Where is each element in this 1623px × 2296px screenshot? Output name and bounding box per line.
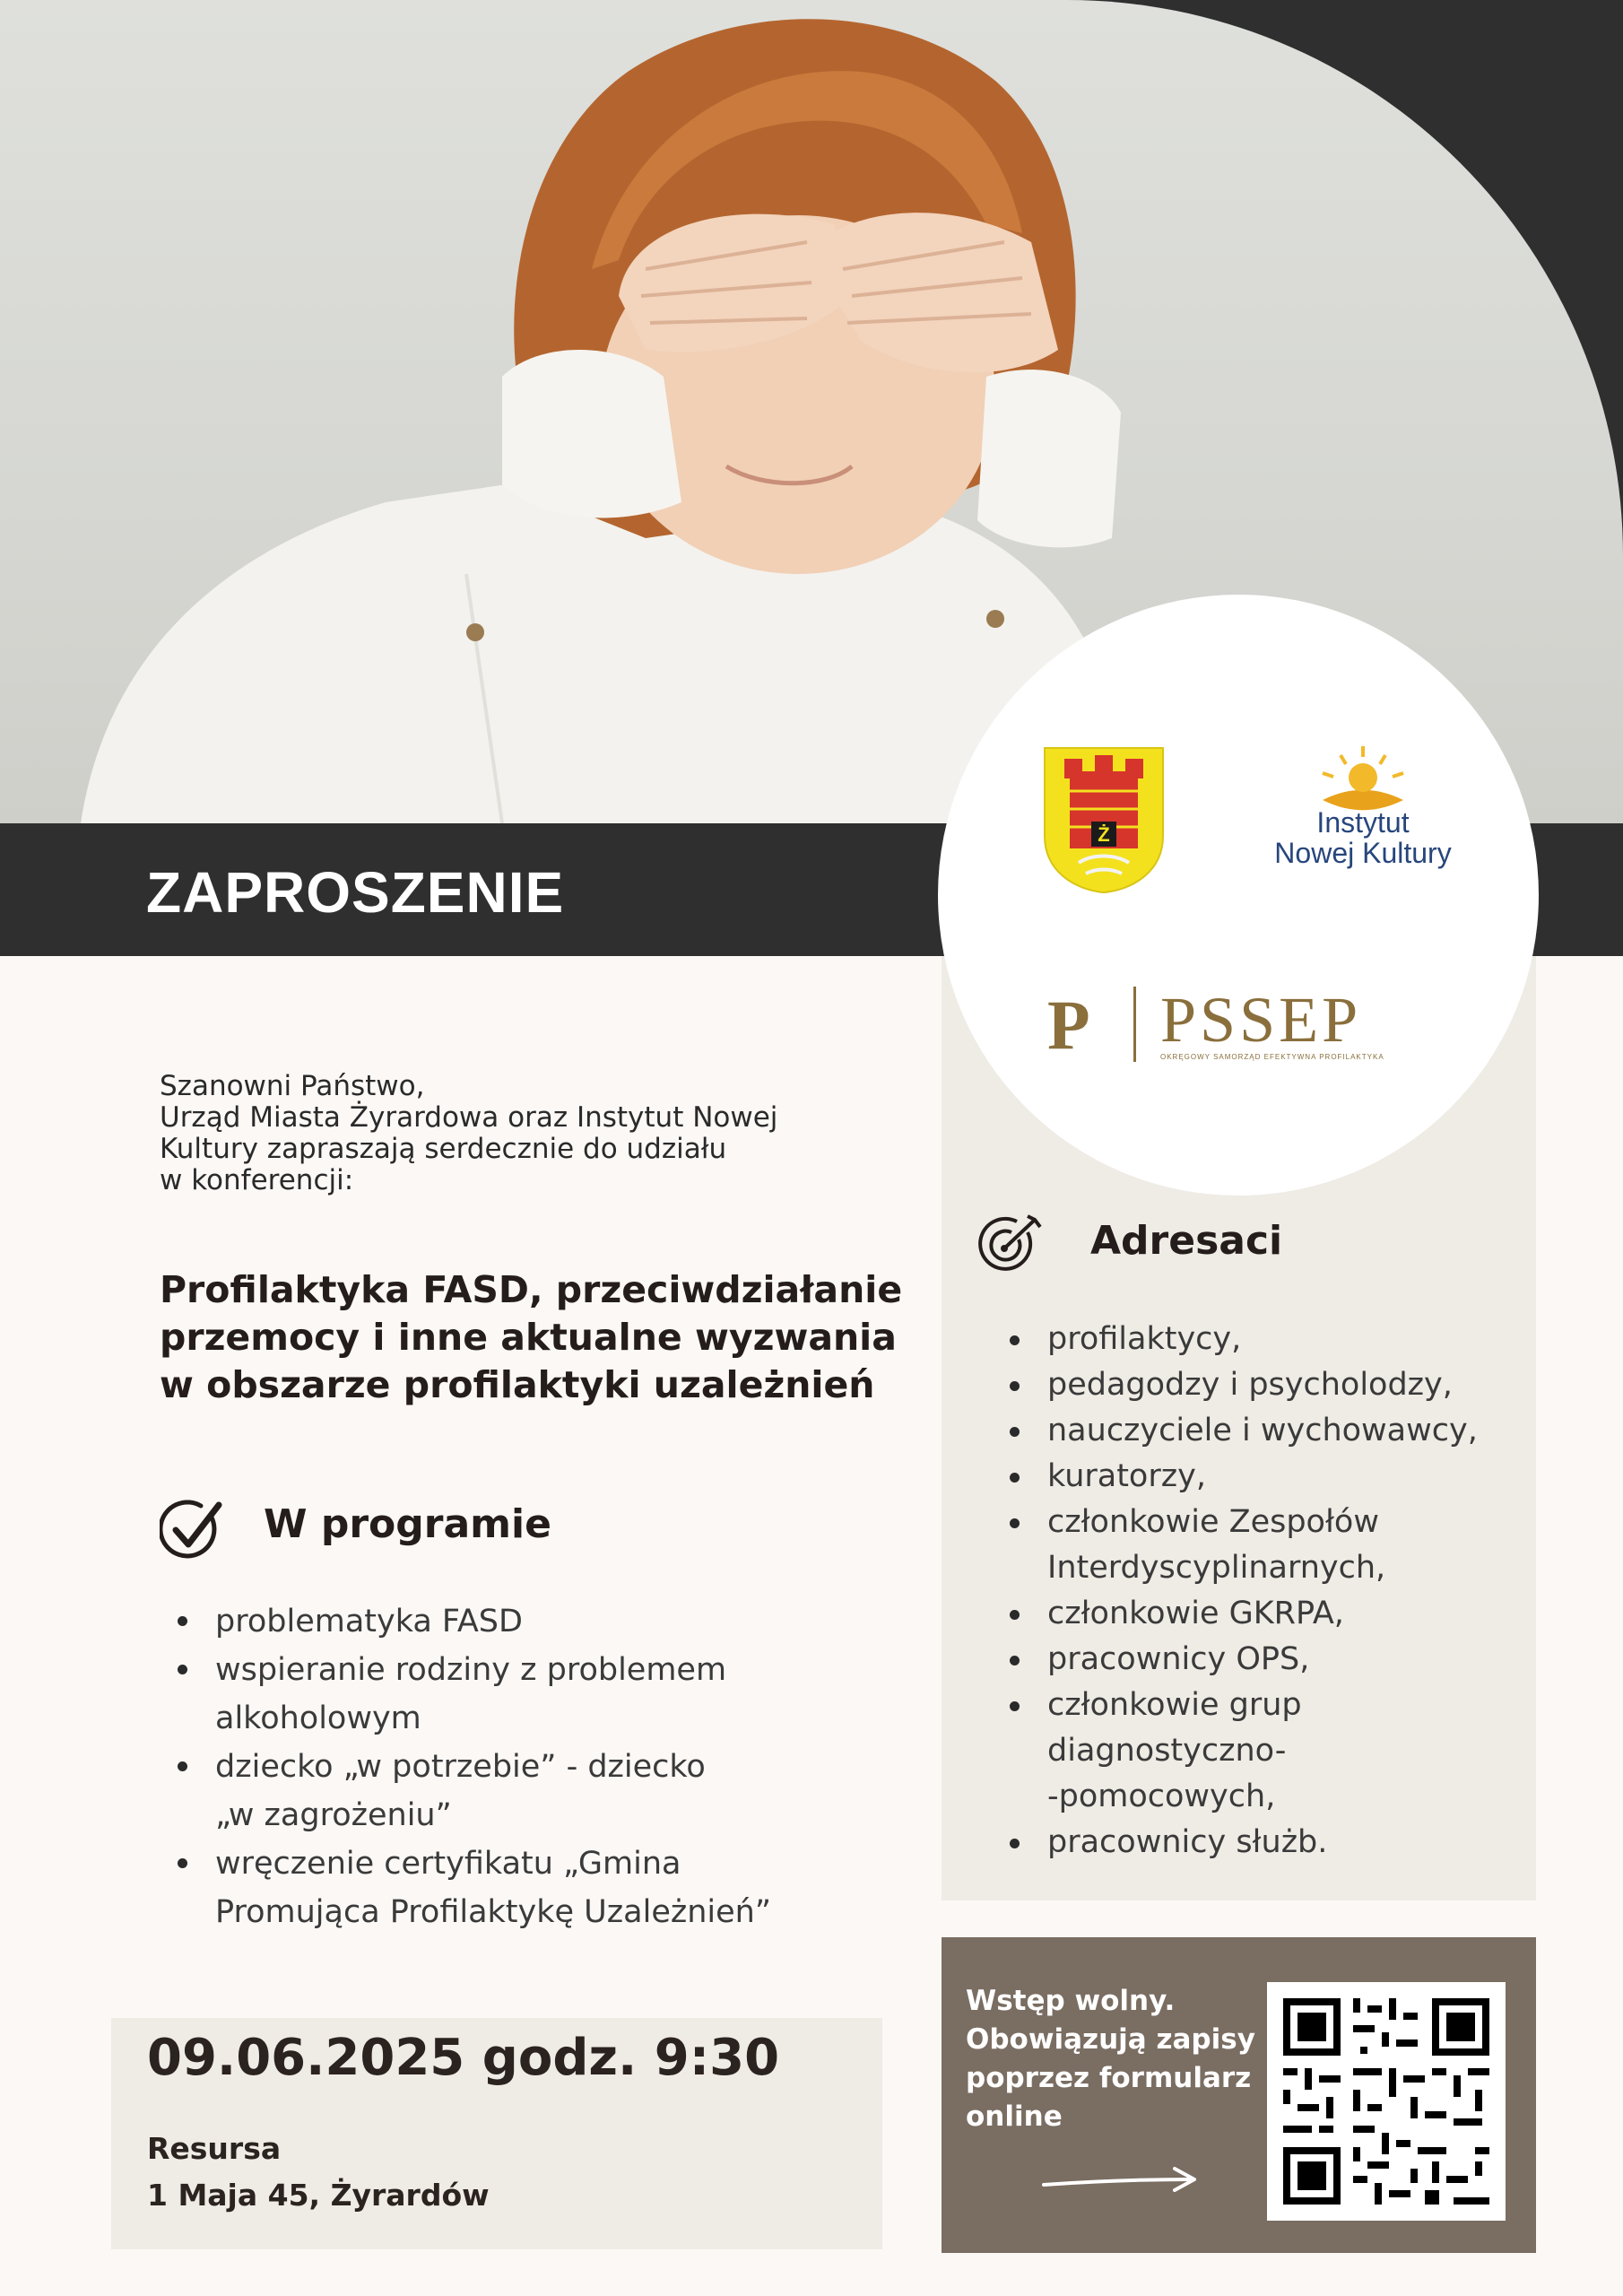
list-item: wspieranie rodziny z problemem alkoholowym	[176, 1646, 911, 1743]
conference-title	[160, 1266, 931, 1409]
registration-line: Obowiązują zapisy	[966, 2023, 1255, 2056]
zyrardow-crest-logo	[1043, 746, 1165, 894]
checkmark-circle-icon	[160, 1498, 224, 1562]
audience-heading: Adresaci	[1090, 1218, 1283, 1264]
pssep-tagline: OKRĘGOWY SAMORZĄD EFEKTYWNA PROFILAKTYKA	[1160, 1053, 1384, 1061]
registration-text	[966, 1982, 1271, 2136]
qr-code-icon	[1267, 1982, 1506, 2221]
intro-line: w konferencji:	[160, 1164, 354, 1196]
list-item: członkowie Zespołów Interdyscyplinarnych,	[1008, 1500, 1528, 1591]
pssep-mark-icon: P	[1047, 986, 1090, 1064]
intro-line: Szanowni Państwo,	[160, 1070, 425, 1102]
program-list	[176, 1597, 911, 1936]
arrow-right-icon	[1040, 2163, 1202, 2199]
list-item: nauczyciele i wychowawcy,	[1008, 1408, 1528, 1454]
list-item: kuratorzy,	[1008, 1454, 1528, 1500]
registration-line: Wstęp wolny.	[966, 1985, 1176, 2017]
list-item: pedagodzy i psycholodzy,	[1008, 1362, 1528, 1408]
conference-title-line: Profilaktyka FASD, przeciwdziałanie	[160, 1268, 903, 1311]
program-heading: W programie	[264, 1501, 551, 1547]
audience-list	[1008, 1317, 1528, 1866]
pssep-name: PSSEP	[1160, 984, 1362, 1056]
institute-name-line: Instytut	[1316, 806, 1410, 839]
list-item: dziecko „w potrzebie” - dziecko „w zagrożeniu”	[176, 1743, 911, 1839]
event-location	[147, 2126, 490, 2219]
list-item: członkowie grup diagnostyczno- -pomocowych,	[1008, 1683, 1528, 1820]
conference-title-line: przemocy i inne aktualne wyzwania	[160, 1316, 897, 1359]
conference-title-line: w obszarze profilaktyki uzależnień	[160, 1363, 875, 1406]
crest-letter: Ż	[1098, 823, 1110, 846]
list-item: członkowie GKRPA,	[1008, 1591, 1528, 1637]
institute-name-line: Nowej Kultury	[1274, 837, 1452, 869]
event-date-time: 09.06.2025 godz. 9:30	[147, 2029, 780, 2087]
institute-logo-text	[1255, 807, 1471, 868]
list-item: profilaktycy,	[1008, 1317, 1528, 1362]
list-item: pracownicy służb.	[1008, 1820, 1528, 1866]
target-icon	[977, 1213, 1044, 1279]
list-item: wręczenie certyfikatu „Gmina Promująca Profilaktykę Uzależnień”	[176, 1839, 911, 1936]
registration-qr-code[interactable]	[1267, 1982, 1506, 2221]
registration-line: online	[966, 2100, 1063, 2133]
page-title: ZAPROSZENIE	[146, 860, 565, 925]
intro-line: Kultury zapraszają serdecznie do udziału	[160, 1133, 727, 1165]
list-item: problematyka FASD	[176, 1597, 911, 1646]
intro-line: Urząd Miasta Żyrardowa oraz Instytut Nowej	[160, 1101, 778, 1134]
pssep-divider	[1133, 987, 1136, 1062]
partner-logos-circle	[938, 595, 1539, 1196]
event-venue: Resursa	[147, 2131, 282, 2166]
intro-text	[160, 1071, 931, 1196]
registration-line: poprzez formularz	[966, 2062, 1252, 2094]
list-item: pracownicy OPS,	[1008, 1637, 1528, 1683]
event-address: 1 Maja 45, Żyrardów	[147, 2178, 490, 2213]
